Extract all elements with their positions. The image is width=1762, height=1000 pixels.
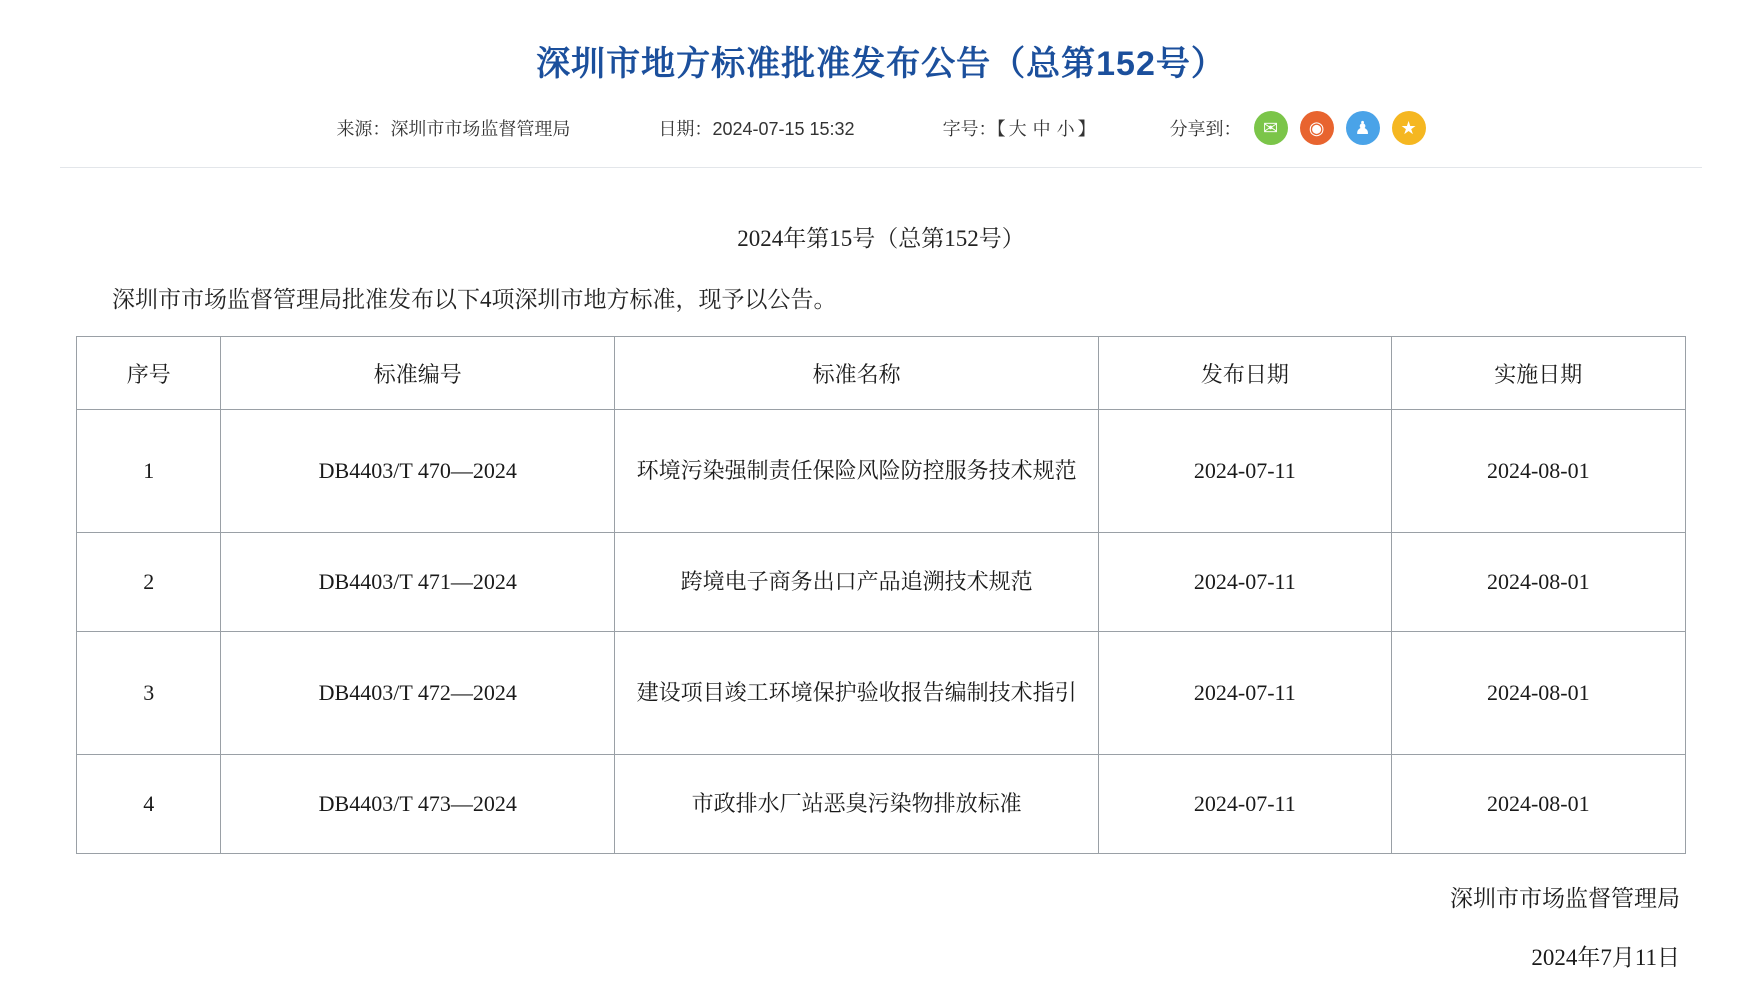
date-info [658, 115, 854, 141]
font-size-small-button[interactable]: 小 [1056, 119, 1075, 139]
source-value: 深圳市市场监督管理局 [390, 119, 571, 139]
page-title: 深圳市地方标准批准发布公告（总第152号） [536, 45, 1226, 83]
announcement-intro: 深圳市市场监督管理局批准发布以下4项深圳市地方标准，现予以公告。 [112, 287, 837, 312]
source-label: 来源： [336, 119, 391, 139]
cell-implement-date: 2024-08-01 [1391, 632, 1685, 755]
qq-share-icon[interactable]: ♟ [1346, 111, 1380, 145]
standards-table [76, 336, 1686, 854]
header-no: 序号 [77, 337, 221, 410]
table-row [77, 632, 1686, 755]
font-size-medium-button[interactable]: 中 [1032, 119, 1051, 139]
cell-implement-date: 2024-08-01 [1391, 755, 1685, 854]
header-publish-date: 发布日期 [1099, 337, 1392, 410]
cell-no: 4 [77, 755, 221, 854]
header-implement-date: 实施日期 [1391, 337, 1685, 410]
signature-organization: 深圳市市场监督管理局 [1450, 886, 1680, 911]
source-info [336, 115, 570, 141]
cell-publish-date: 2024-07-11 [1099, 755, 1392, 854]
cell-code: DB4403/T 471—2024 [221, 533, 615, 632]
weibo-share-icon[interactable]: ◉ [1300, 111, 1334, 145]
cell-no: 3 [77, 632, 221, 755]
bracket-close: 】 [1077, 119, 1096, 139]
cell-name: 跨境电子商务出口产品追溯技术规范 [615, 533, 1099, 632]
cell-publish-date: 2024-07-11 [1099, 632, 1392, 755]
cell-name: 市政排水厂站恶臭污染物排放标准 [615, 755, 1099, 854]
cell-implement-date: 2024-08-01 [1391, 410, 1685, 533]
bracket-open: 【 [996, 119, 1006, 139]
cell-code: DB4403/T 472—2024 [221, 632, 615, 755]
table-row [77, 533, 1686, 632]
table-row [77, 410, 1686, 533]
cell-publish-date: 2024-07-11 [1099, 533, 1392, 632]
cell-code: DB4403/T 473—2024 [221, 755, 615, 854]
announcement-number: 2024年第15号（总第152号） [737, 226, 1025, 251]
wechat-share-icon[interactable]: ✉ [1254, 111, 1288, 145]
favorite-share-icon[interactable]: ★ [1392, 111, 1426, 145]
signature-date: 2024年7月11日 [1531, 945, 1680, 970]
cell-no: 2 [77, 533, 221, 632]
share-group [1170, 111, 1426, 145]
cell-implement-date: 2024-08-01 [1391, 533, 1685, 632]
font-size-control [943, 115, 1096, 141]
cell-publish-date: 2024-07-11 [1099, 410, 1392, 533]
date-label: 日期： [658, 119, 713, 139]
table-header-row [77, 337, 1686, 410]
header-name: 标准名称 [615, 337, 1099, 410]
font-size-large-button[interactable]: 大 [1008, 119, 1027, 139]
cell-name: 环境污染强制责任保险风险防控服务技术规范 [615, 410, 1099, 533]
article-meta-bar [60, 111, 1702, 168]
date-value: 2024-07-15 15:32 [712, 119, 855, 139]
header-code: 标准编号 [221, 337, 615, 410]
share-label: 分享到： [1169, 119, 1242, 139]
table-row [77, 755, 1686, 854]
cell-no: 1 [77, 410, 221, 533]
cell-name: 建设项目竣工环境保护验收报告编制技术指引 [615, 632, 1099, 755]
font-size-label: 字号： [942, 119, 997, 139]
cell-code: DB4403/T 470—2024 [221, 410, 615, 533]
